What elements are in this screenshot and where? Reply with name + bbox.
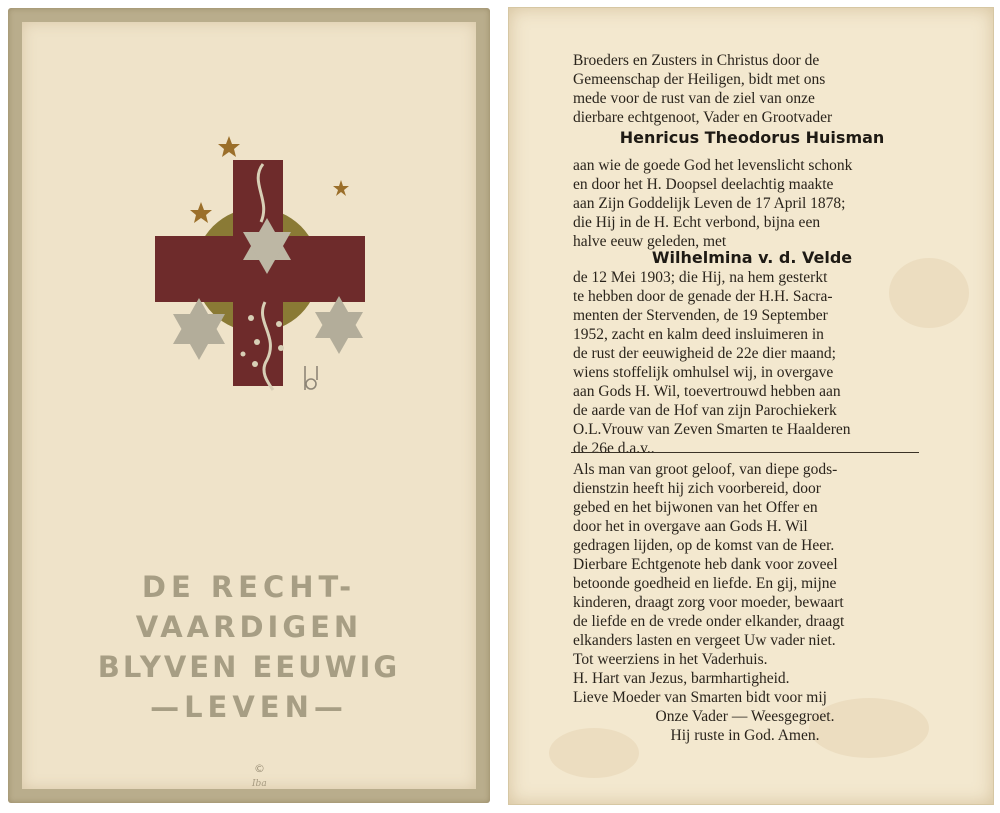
text-line: de liefde en de vrede onder elkander, draagt bbox=[573, 613, 845, 630]
text-line: betoonde goedheid en liefde. En gij, mijne bbox=[573, 575, 837, 592]
text-line: 1952, zacht en kalm deed insluimeren in bbox=[573, 326, 824, 343]
text-line: kinderen, draagt zorg voor moeder, bewaart bbox=[573, 594, 844, 611]
text-line: gebed en het bijwonen van het Offer en bbox=[573, 499, 818, 516]
motto-line-1: DE RECHT- bbox=[141, 570, 357, 604]
text-line: Broeders en Zusters in Christus door de bbox=[573, 52, 820, 69]
closing-paragraph bbox=[573, 460, 917, 745]
divider-rule bbox=[571, 452, 919, 453]
back-card bbox=[508, 7, 994, 805]
text-line: wiens stoffelijk omhulsel wij, in overgave bbox=[573, 364, 834, 381]
text-line: mede voor de rust van de ziel van onze bbox=[573, 90, 815, 107]
text-line: Tot weerziens in het Vaderhuis. bbox=[573, 651, 768, 668]
text-line: de rust der eeuwigheid de 22e dier maand; bbox=[573, 345, 836, 362]
text-line: menten der Stervenden, de 19 September bbox=[573, 307, 828, 324]
text-line: te hebben door de genade der H.H. Sacra- bbox=[573, 288, 833, 305]
cross-emblem bbox=[139, 122, 379, 392]
text-line: dierbare echtgenoot, Vader en Grootvader bbox=[573, 109, 833, 126]
intro-paragraph bbox=[573, 51, 917, 127]
motto-line-2: VAARDIGEN bbox=[135, 610, 363, 644]
text-line: de 12 Mei 1903; die Hij, na hem gesterkt bbox=[573, 269, 828, 286]
text-line: halve eeuw geleden, met bbox=[573, 233, 727, 250]
text-line: en door het H. Doopsel deelachtig maakte bbox=[573, 176, 834, 193]
text-line: die Hij in de H. Echt verbond, bijna een bbox=[573, 214, 821, 231]
front-card-paper bbox=[22, 22, 476, 789]
text-line: Als man van groot geloof, van diepe gods- bbox=[573, 461, 838, 478]
printer-mark: Iba bbox=[252, 779, 267, 789]
text-line: aan wie de goede God het levenslicht schonk bbox=[573, 157, 853, 174]
death-paragraph bbox=[573, 268, 917, 458]
text-line: de aarde van de Hof van zijn Parochiekerk bbox=[573, 402, 837, 419]
text-line: H. Hart van Jezus, barmhartigheid. bbox=[573, 670, 790, 687]
text-line: Gemeenschap der Heiligen, bidt met ons bbox=[573, 71, 826, 88]
birth-paragraph bbox=[573, 156, 917, 251]
prayer-line: Onze Vader — Weesgegroet. bbox=[655, 708, 835, 725]
motto-line-4: —LEVEN— bbox=[150, 690, 348, 724]
monogram-icon bbox=[305, 366, 317, 390]
deceased-name: Henricus Theodorus Huisman bbox=[619, 128, 885, 147]
text-line: O.L.Vrouw van Zeven Smarten te Haalderen bbox=[573, 421, 851, 438]
text-line: Dierbare Echtgenote heb dank voor zoveel bbox=[573, 556, 838, 573]
text-line: de 26e d.a.v.. bbox=[573, 440, 655, 457]
front-card bbox=[8, 8, 490, 803]
right-star bbox=[315, 296, 363, 354]
copyright-mark: © bbox=[254, 762, 265, 775]
text-line: door het in overgave aan Gods H. Wil bbox=[573, 518, 808, 535]
text-line: aan Gods H. Wil, toevertrouwd hebben aan bbox=[573, 383, 841, 400]
text-line: gedragen lijden, op de komst van de Heer. bbox=[573, 537, 835, 554]
text-line: aan Zijn Goddelijk Leven de 17 April 1878; bbox=[573, 195, 846, 212]
text-line: elkanders lasten en vergeet Uw vader niet. bbox=[573, 632, 836, 649]
final-line: Hij ruste in God. Amen. bbox=[670, 727, 820, 744]
spouse-name: Wilhelmina v. d. Velde bbox=[651, 248, 853, 267]
text-line: Lieve Moeder van Smarten bidt voor mij bbox=[573, 689, 827, 706]
motto bbox=[22, 567, 476, 727]
text-line: dienstzin heeft hij zich voorbereid, door bbox=[573, 480, 821, 497]
motto-line-3: BLYVEN EEUWIG bbox=[97, 650, 401, 684]
